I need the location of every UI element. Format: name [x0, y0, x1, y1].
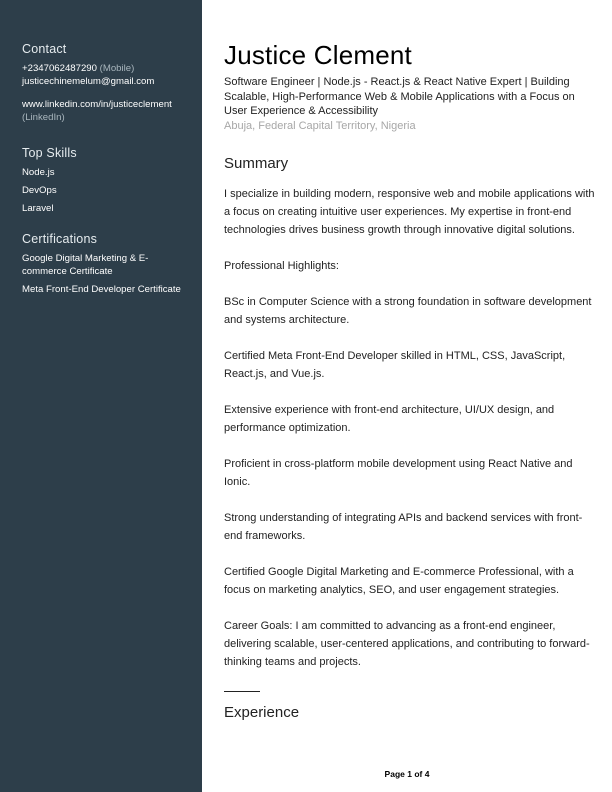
profile-name: Justice Clement: [224, 40, 412, 70]
contact-heading: Contact: [22, 42, 67, 56]
summary-paragraph: BSc in Computer Science with a strong foundation in software development and systems architecture.: [224, 295, 592, 326]
certification-item: Google Digital Marketing & E-commerce Certificate: [22, 253, 149, 277]
page-number: Page 1 of 4: [384, 769, 430, 779]
summary-paragraph: Extensive experience with front-end architecture, UI/UX design, and performance optimization.: [224, 403, 555, 434]
section-divider: [224, 691, 260, 692]
certifications-heading: Certifications: [22, 232, 98, 246]
linkedin-label: (LinkedIn): [22, 112, 65, 123]
summary-paragraph: Certified Google Digital Marketing and E-commerce Professional, with a focus on marketing analytics, SEO, and user engagement strategies.: [224, 565, 574, 596]
main-content: [224, 40, 596, 734]
summary-heading: Summary: [224, 154, 289, 172]
profile-headline: Software Engineer | Node.js - React.js & React Native Expert | Building Scalable, High-Performance Web & Mobile Applications with a Focus on User Experience & Accessibility: [224, 76, 575, 117]
linkedin-info: [22, 98, 194, 124]
summary-paragraph: I specialize in building modern, responsive web and mobile applications with a focus on creating intuitive user experiences. My expertise in front-end technologies drives business growth through innovative digital solutions.: [224, 187, 595, 236]
summary-paragraph: Professional Highlights:: [224, 259, 339, 272]
email-link[interactable]: justicechinemelum@gmail.com: [22, 76, 155, 87]
summary-paragraph: Strong understanding of integrating APIs and backend services with front-end frameworks.: [224, 511, 583, 542]
skill-item: Node.js: [22, 167, 55, 178]
summary-paragraph: Certified Meta Front-End Developer skilled in HTML, CSS, JavaScript, React.js, and Vue.js.: [224, 349, 566, 380]
sidebar: [0, 0, 202, 792]
top-skills-heading: Top Skills: [22, 146, 77, 160]
contact-info: [22, 62, 194, 88]
phone-line: [22, 62, 194, 75]
skills-list: [22, 166, 194, 215]
skill-item: Laravel: [22, 203, 54, 214]
summary-paragraph: Career Goals: I am committed to advancing as a front-end engineer, delivering scalable, user-centered applications, and contributing to forward-thinking teams and projects.: [224, 619, 590, 668]
linkedin-link[interactable]: www.linkedin.com/in/justiceclement: [22, 99, 172, 110]
phone-label: (Mobile): [99, 63, 135, 74]
experience-heading: Experience: [224, 703, 300, 721]
skill-item: DevOps: [22, 185, 57, 196]
profile-location: Abuja, Federal Capital Territory, Nigeria: [224, 119, 416, 132]
certification-item: Meta Front-End Developer Certificate: [22, 284, 181, 295]
certifications-list: [22, 252, 194, 296]
summary-paragraph: Proficient in cross-platform mobile development using React Native and Ionic.: [224, 457, 573, 488]
phone-number[interactable]: +2347062487290: [22, 63, 97, 74]
